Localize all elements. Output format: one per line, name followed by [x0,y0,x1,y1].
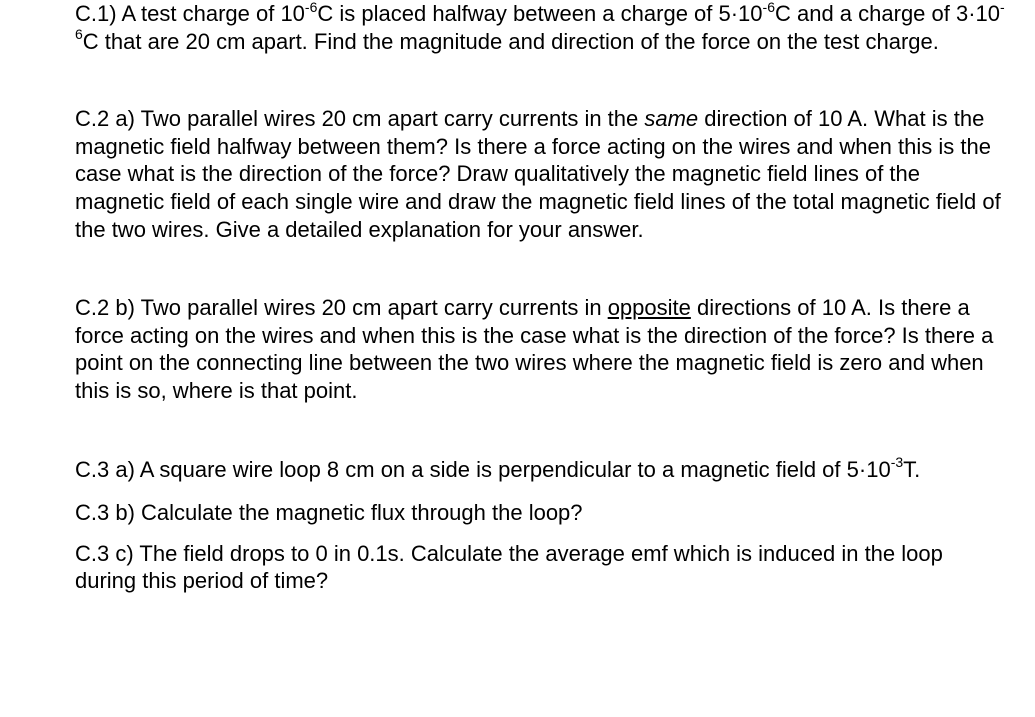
c1-exponent-3: -6 [75,0,1005,43]
c3c-text: C.3 c) The field drops to 0 in 0.1s. Calculate the average emf which is induced in the loop during this period of time? [75,540,943,594]
problem-c2a [75,105,1005,243]
c2b-underlined-word: opposite [607,295,691,321]
c3a-exponent: -3 [890,454,904,471]
c3a-text-1: C.3 a) A square wire loop 8 cm on a side is perpendicular to a magnetic field of 5·10 [75,456,891,482]
c2a-text-2: direction of 10 A. What is the magnetic field halfway between them? Is there a force acting on the wires and when this is the case what is the direction of the force? Draw qualitatively the magnetic field lines of the magnetic field of each single wire and draw the magnetic field lines of the total magnetic field of the two wires. Give a detailed explanation for your answer. [75,106,1001,242]
c2b-text-1: C.2 b) Two parallel wires 20 cm apart carry currents in [75,295,608,321]
c3a-text-2: T. [903,456,921,482]
problem-c3c [75,540,1005,595]
problem-c1 [75,0,1005,55]
c1-exponent-1: -6 [304,0,318,15]
problem-c3b [75,499,1005,527]
c1-text-3: C and a charge of 3·10 [774,1,1001,26]
problem-c3a [75,456,1005,484]
c1-text-2: C is placed halfway between a charge of 5·10 [317,1,763,26]
c2a-emphasis: same [644,106,699,132]
c2b-text-2: directions of 10 A. Is there a force acting on the wires and when this is the case what is the direction of the force? Is there a point on the connecting line between the two wires where the magnetic field is zero and when this is so, where is that point. [75,295,994,403]
problem-c2b [75,294,1005,404]
c1-exponent-2: -6 [762,0,775,15]
c2a-text-1: C.2 a) Two parallel wires 20 cm apart carry currents in the [75,106,645,132]
c1-text-4: C that are 20 cm apart. Find the magnitude and direction of the force on the test charge. [82,28,939,54]
c1-text-1: C.1) A test charge of 10 [75,1,305,26]
c3b-text: C.3 b) Calculate the magnetic flux through the loop? [75,500,583,526]
problem-sheet [75,0,1005,595]
